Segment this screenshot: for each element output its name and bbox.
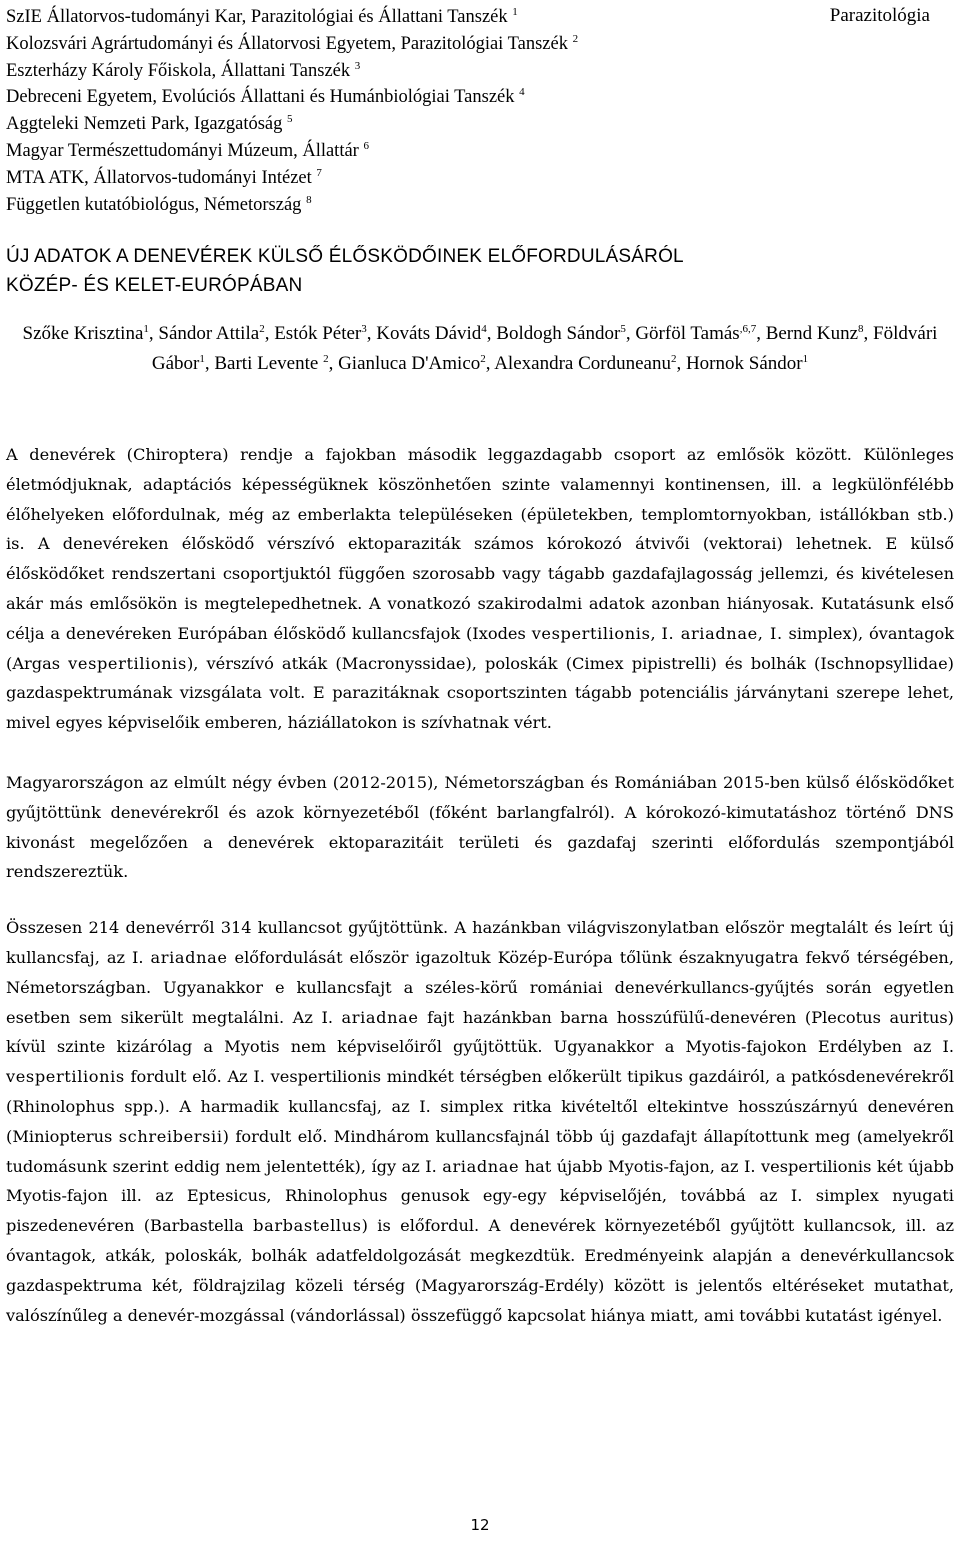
- affiliation-item: MTA ATK, Állatorvos-tudományi Intézet $^7$: [6, 166, 322, 188]
- affiliation-item: Magyar Természettudományi Múzeum, Állattár $^6$: [6, 139, 369, 161]
- article-title-line: KÖZÉP- ÉS KELET-EURÓPÁBAN: [6, 275, 303, 296]
- article-title-line: ÚJ ADATOK A DENEVÉREK KÜLSŐ ÉLŐSKÖDŐINEK ELŐFORDULÁSÁRÓL: [6, 246, 684, 267]
- affiliation-item: Független kutatóbiológus, Németország $^8$: [6, 193, 312, 215]
- abstract-paragraph: Összesen 214 denevérről 314 kullancsot gyűjtöttünk. A hazánkban világviszonylatban először megtalált és leírt új kullancsfaj, az I. ariadnae előfordulását először igazoltuk Közép-Európa tőlünk északnyugatra fekvő térségében, Németországban. Ugyanakkor e kullancsfajt a széles-körű romániai denevérkullancs-gyűjtés során egyetlen esetben sem sikerült megtalálni. Az I. ariadnae fajt hazánkban barna hosszúfülű-denevéren (Plecotus auritus) kívül szinte kizárólag a Myotis nem képviselőiről gyűjtöttük. Ugyanakkor a Myotis-fajokon Erdélyben az I. vespertilionis fordult elő. Az I. vespertilionis mindkét térségben előkerült tipikus gazdáiról, a patkósdenevérekről (Rhinolophus spp.). A harmadik kullancsfaj, az I. simplex ritka kivételtől eltekintve hosszúszárnyú denevéren (Miniopterus schreibersii) fordult elő. Mindhárom kullancsfajnál több új gazdafajt állapítottunk meg (amelyekről tudomásunk szerint eddig nem jelentették), így az I. ariadnae hat újabb Myotis-fajon, az I. vespertilionis két újabb Myotis-fajon ill. az Eptesicus, Rhinolophus genusok egy-egy képviselőjén, továbbá az I. simplex nyugati piszedenevéren (Barbastella barbastellus) is előfordul. A denevérek környezetéből gyűjtött kullancsok, ill. az óvantagok, atkák, poloskák, bolhák adatfeldolgozását megkezdtük. Eredményeink alapján a denevérkullancsok gazdaspektruma két, földrajzilag közeli térség (Magyarország-Erdély) között is jelentős eltéréseket mutathat, valószínűleg a denevér-mozgással (vándorlással) összefüggő kapcsolat hiánya miatt, ami további kutatást igényel.: [6, 918, 954, 1325]
- author-name: Alexandra Corduneanu$^2$,: [494, 353, 686, 374]
- affiliation-item: Eszterházy Károly Főiskola, Állattani Tanszék $^3$: [6, 59, 361, 81]
- abstract-paragraph: Magyarországon az elmúlt négy évben (2012-2015), Németországban és Romániában 2015-ben külső élősködőket gyűjtöttünk denevérekről és azok környezetéből (főként barlangfalról). A kórokozó-kimutatáshoz történő DNS kivonást megelőzően a denevérek ektoparazitáit területi és gazdafaj szerinti előfordulás szempontjából rendszereztük.: [6, 772, 954, 882]
- author-name: Gianluca D'Amico$^2$,: [338, 353, 495, 374]
- author-name: Görföl Tamás$^{,6,7}$,: [635, 323, 766, 344]
- affiliation-item: SzIE Állatorvos-tudományi Kar, Parazitológiai és Állattani Tanszék $^1$: [6, 6, 518, 27]
- author-name: Bernd Kunz$^8$,: [765, 323, 874, 344]
- author-name: Sándor Attila$^2$,: [158, 323, 275, 344]
- page-number: 12: [470, 1516, 490, 1534]
- author-name: Hornok Sándor$^1$: [685, 353, 809, 374]
- affiliation-item: Kolozsvári Agrártudományi és Állatorvosi Egyetem, Parazitológiai Tanszék $^2$: [6, 32, 579, 54]
- author-name: Boldogh Sándor$^5$,: [496, 323, 636, 344]
- affiliation-item: Debreceni Egyetem, Evolúciós Állattani és Humánbiológiai Tanszék $^4$: [6, 86, 525, 108]
- affiliation-item: Aggteleki Nemzeti Park, Igazgatóság $^5$: [6, 113, 293, 135]
- author-name: Barti Levente $^2$,: [214, 353, 339, 374]
- author-name: Földvári Gábor$^1$,: [151, 323, 938, 374]
- abstract-paragraph: A denevérek (Chiroptera) rendje a fajokban második leggazdagabb csoport az emlősök között. Különleges életmódjuknak, adaptációs képességüknek köszönhetően szinte valamennyi kontinensen, ill. a legkülönfélébb élőhelyeken előfordulnak, még az emberlakta településeken (épületekben, templomtornyokban, istállókban stb.) is. A denevéreken élősködő vérszívó ektoparaziták számos kórokozó átvivői (vektorai) lehetnek. E külső élősködőket rendszertani csoportjuktól függően szorosabb vagy tágabb gazdafajlagosság jellemzi, és kivételesen akár más emlősökön is megtelepedhetnek. A vonatkozó szakirodalmi adatok azonban hiányosak. Kutatásunk első célja a denevéreken Európában élősködő kullancsfajok (Ixodes vespertilionis, I. ariadnae, I. simplex), óvantagok (Argas vespertilionis), vérszívó atkák (Macronyssidae), poloskák (Cimex pipistrelli) és bolhák (Ischnopsyllidae) gazdaspektrumának vizsgálata volt. E parazitáknak csoportszinten tágabb potenciális járványtani szerepe lehet, mivel egyes képviselőik emberen, háziállatokon is szívhatnak vért.: [6, 445, 954, 733]
- section-tag: Parazitológia: [829, 5, 930, 26]
- article-title: [6, 242, 926, 300]
- author-list: [6, 319, 954, 379]
- affiliation-list: [6, 4, 766, 218]
- abstract-body: [6, 440, 954, 1330]
- author-name: Szőke Krisztina$^1$,: [22, 323, 159, 344]
- author-name: Kováts Dávid$^4$,: [376, 323, 497, 344]
- author-name: Estók Péter$^3$,: [274, 323, 377, 344]
